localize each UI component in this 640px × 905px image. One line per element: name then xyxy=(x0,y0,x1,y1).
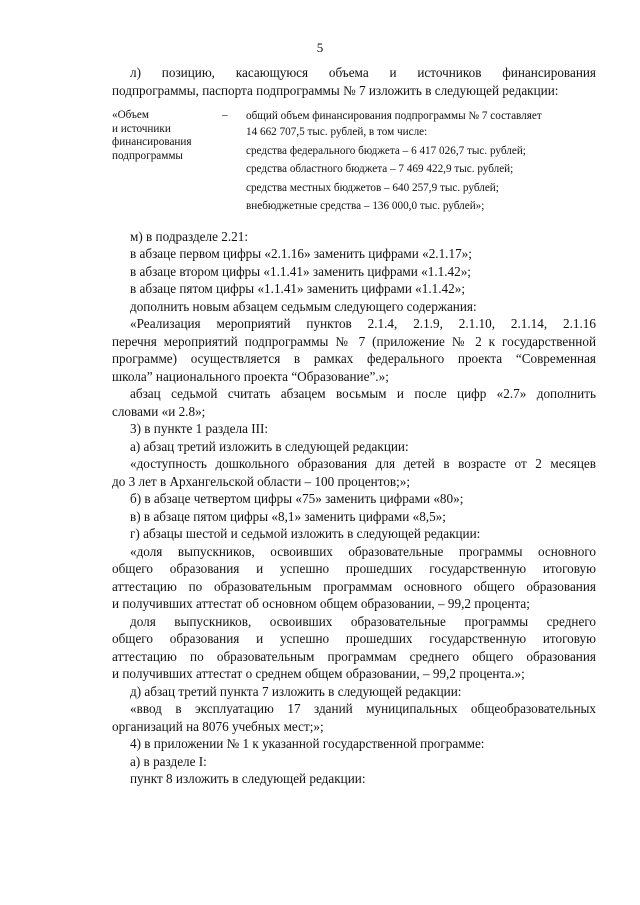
text-line: «Реализация мероприятий пунктов 2.1.4, 2.1.9, 2.1.10, 2.1.14, 2.1.16 xyxy=(130,316,596,331)
text-line: школа” национального проекта “Образование”.»; xyxy=(112,368,389,384)
page-number: 5 xyxy=(316,40,324,55)
text-line: в абзаце пятом цифры «1.1.41» заменить цифрами «1.1.42»; xyxy=(130,281,465,296)
text-line: словами «и 2.8»; xyxy=(112,403,206,419)
text-line: м) в подразделе 2.21: xyxy=(130,228,248,244)
text-line: г) абзацы шестой и седьмой изложить в следующей редакции: xyxy=(130,526,481,541)
text-line: а) абзац третий изложить в следующей редакции: xyxy=(130,438,409,454)
text-line: аттестацию по образовательным программам основного общего образования xyxy=(112,578,596,594)
text-line: в абзаце первом цифры «2.1.16» заменить цифрами «2.1.17»; xyxy=(130,246,472,261)
text-line: организаций на 8076 учебных мест;»; xyxy=(112,718,324,734)
text-line: до 3 лет в Архангельской области – 100 процентов;»; xyxy=(112,473,411,489)
text-line: б) в абзаце четвертом цифры «75» заменить цифрами «80»; xyxy=(130,491,464,506)
text-line: 4) в приложении № 1 к указанной государственной программе: xyxy=(130,736,485,751)
passport-label-line: подпрограммы xyxy=(112,149,183,162)
passport-value-line: средства областного бюджета – 7 469 422,9 тыс. рублей; xyxy=(246,163,514,175)
passport-value-line: 14 662 707,5 тыс. рублей, в том числе: xyxy=(246,126,428,138)
passport-value-line: средства федерального бюджета – 6 417 026,7 тыс. рублей; xyxy=(246,144,526,157)
passport-label-line: и источники xyxy=(112,122,171,135)
text-line: «доступность дошкольного образования для детей в возрасте от 2 месяцев xyxy=(130,456,596,471)
text-line: программе) осуществляется в рамках федерального проекта “Современная xyxy=(112,351,596,366)
passport-label-line: финансирования xyxy=(112,136,192,148)
text-line: и получивших аттестат о среднем общем образовании, – 99,2 процента.»; xyxy=(112,666,525,681)
text-line: аттестацию по образовательным программам среднего общего образования xyxy=(112,648,596,664)
text-line: абзац седьмой считать абзацем восьмым и после цифр «2.7» дополнить xyxy=(130,386,596,401)
text-line: «доля выпускников, освоивших образовательные программы основного xyxy=(130,543,596,559)
text-line: общего образования и успешно прошедших государственную итоговую xyxy=(112,631,596,646)
text-line: д) абзац третий пункта 7 изложить в следующей редакции: xyxy=(130,683,462,699)
text-line: перечня мероприятий подпрограммы № 7 (приложение № 2 к государственной xyxy=(112,333,596,349)
text-line: общего образования и успешно прошедших государственную итоговую xyxy=(112,561,596,576)
text-line: «ввод в эксплуатацию 17 зданий муниципальных общеобразовательных xyxy=(130,701,596,716)
document-body xyxy=(112,64,596,788)
text-line: пункт 8 изложить в следующей редакции: xyxy=(130,771,366,786)
passport-value xyxy=(246,109,596,216)
passport-dash: – xyxy=(222,109,228,121)
passport-value-line: общий объем финансирования подпрограммы № 7 составляет xyxy=(246,110,542,122)
text-line: подпрограммы, паспорта подпрограммы № 7 изложить в следующей редакции: xyxy=(112,82,559,98)
text-line: в) в абзаце пятом цифры «8,1» заменить цифрами «8,5»; xyxy=(130,508,446,524)
text-line: доля выпускников, освоивших образовательные программы среднего xyxy=(130,613,596,629)
passport-value-line: внебюджетные средства – 136 000,0 тыс. рублей»; xyxy=(246,200,485,212)
text-line: 3) в пункте 1 раздела III: xyxy=(130,421,269,436)
text-line: в абзаце втором цифры «1.1.41» заменить цифрами «1.1.42»; xyxy=(130,263,471,279)
text-line: л) позицию, касающуюся объема и источников финансирования xyxy=(130,65,596,80)
passport-value-line: средства местных бюджетов – 640 257,9 тыс. рублей; xyxy=(246,181,499,194)
text-line: и получивших аттестат об основном общем образовании, – 99,2 процента; xyxy=(112,596,530,611)
passport-label xyxy=(112,109,222,216)
passport-label-line: «Объем xyxy=(112,109,149,121)
text-line: дополнить новым абзацем седьмым следующего содержания: xyxy=(130,298,477,314)
text-line: а) в разделе I: xyxy=(130,753,207,769)
passport-table xyxy=(112,109,596,216)
